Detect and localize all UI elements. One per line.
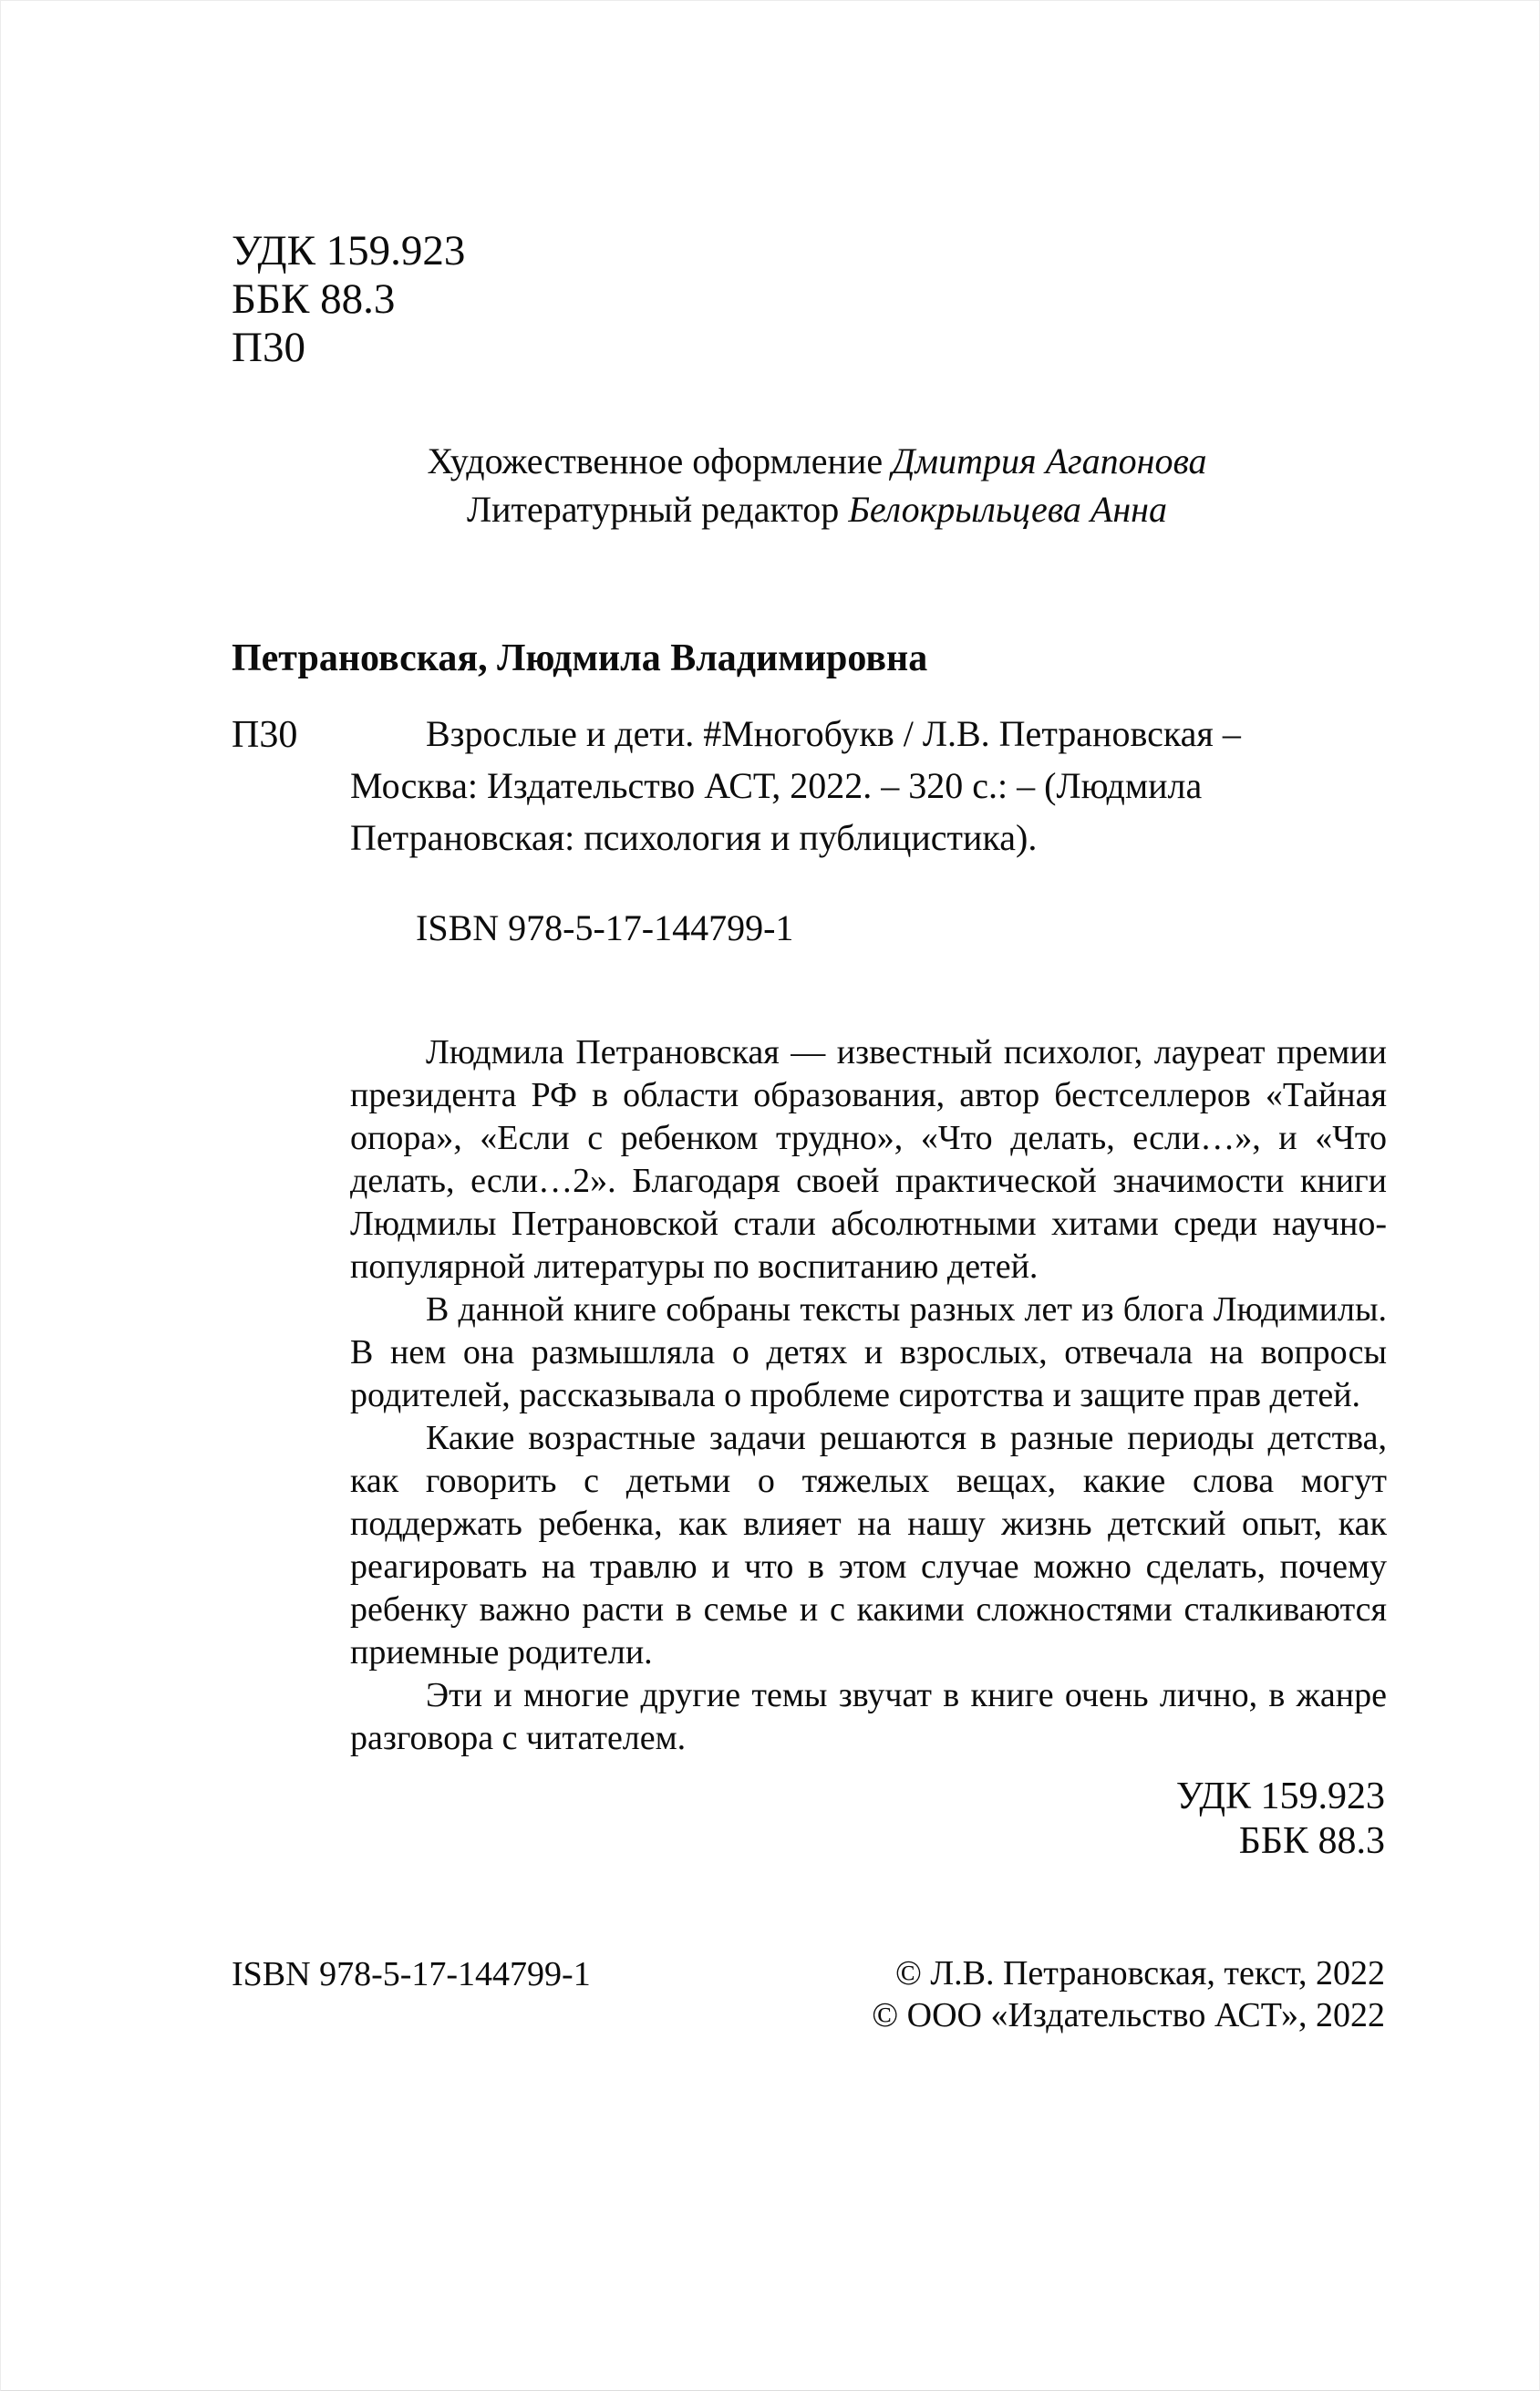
isbn-number: ISBN 978-5-17-144799-1 bbox=[416, 907, 794, 948]
editor-credit-label: Литературный редактор bbox=[466, 489, 849, 530]
classification-codes-bottom bbox=[1176, 1775, 1385, 1864]
credits-block bbox=[202, 437, 1432, 533]
copyright-author: © Л.В. Петрановская, текст, 2022 bbox=[895, 1954, 1385, 1992]
copyright-block bbox=[872, 1952, 1385, 2036]
bibliographic-entry-line: Взрослые и дети. #Многобукв / Л.В. Петрановская – bbox=[426, 713, 1241, 754]
design-credit-line bbox=[202, 437, 1432, 485]
author-sign-code-top: П30 bbox=[232, 324, 305, 371]
annotation-block bbox=[350, 1031, 1387, 1760]
udc-code-top: УДК 159.923 bbox=[232, 227, 466, 274]
author-heading: Петрановская, Людмила Владимировна bbox=[232, 637, 928, 679]
classification-codes-top bbox=[232, 227, 465, 372]
annotation-paragraph-style: Эти и многие другие темы звучат в книге очень лично, в жанре разговора с читателем. bbox=[350, 1676, 1387, 1757]
bbk-code-top: ББК 88.3 bbox=[232, 275, 396, 323]
design-credit-label: Художественное оформление bbox=[427, 440, 893, 481]
bibliographic-entry-line: Петрановская: психология и публицистика). bbox=[350, 817, 1038, 858]
annotation-paragraph-topics: Какие возрастные задачи решаются в разные периоды детства, как говорить с детьми о тяжелых вещах, какие слова могут поддержать ребенка, как влияет на нашу жизнь детский опыт, как реагировать на травлю и что в этом случае можно сделать, почему ребенку важно расти в семье и с какими сложностями сталкиваются приемные родители. bbox=[350, 1419, 1387, 1672]
annotation-paragraph-book: В данной книге собраны тексты разных лет из блога Людимилы. В нем она размышляла о детях и взрослых, отвечала на вопросы родителей, рассказывала о проблеме сиротства и защите прав детей. bbox=[350, 1290, 1387, 1414]
annotation-paragraph-author: Людмила Петрановская — известный психолог, лауреат премии президента РФ в области образования, автор бестселлеров «Тайная опора», «Если с ребенком трудно», «Что делать, если…», и «Что делать, если…2». Благодаря своей практической значимости книги Людмилы Петрановской стали абсолютными хитами среди научно-популярной литературы по воспитанию детей. bbox=[350, 1033, 1387, 1286]
udc-code-bottom: УДК 159.923 bbox=[1175, 1775, 1385, 1817]
author-sign-code-entry: П30 bbox=[232, 714, 298, 756]
editor-name: Белокрыльцева Анна bbox=[848, 489, 1167, 530]
designer-name: Дмитрия Агапонова bbox=[892, 440, 1207, 481]
copyright-publisher: © ООО «Издательство АСТ», 2022 bbox=[872, 1996, 1385, 2034]
bbk-code-bottom: ББК 88.3 bbox=[1238, 1820, 1385, 1862]
bibliographic-entry-line: Москва: Издательство АСТ, 2022. – 320 с.: – (Людмила bbox=[350, 765, 1203, 806]
editor-credit-line bbox=[202, 485, 1432, 533]
bibliographic-entry bbox=[350, 708, 1317, 864]
isbn-number-footer: ISBN 978-5-17-144799-1 bbox=[232, 1955, 591, 1993]
